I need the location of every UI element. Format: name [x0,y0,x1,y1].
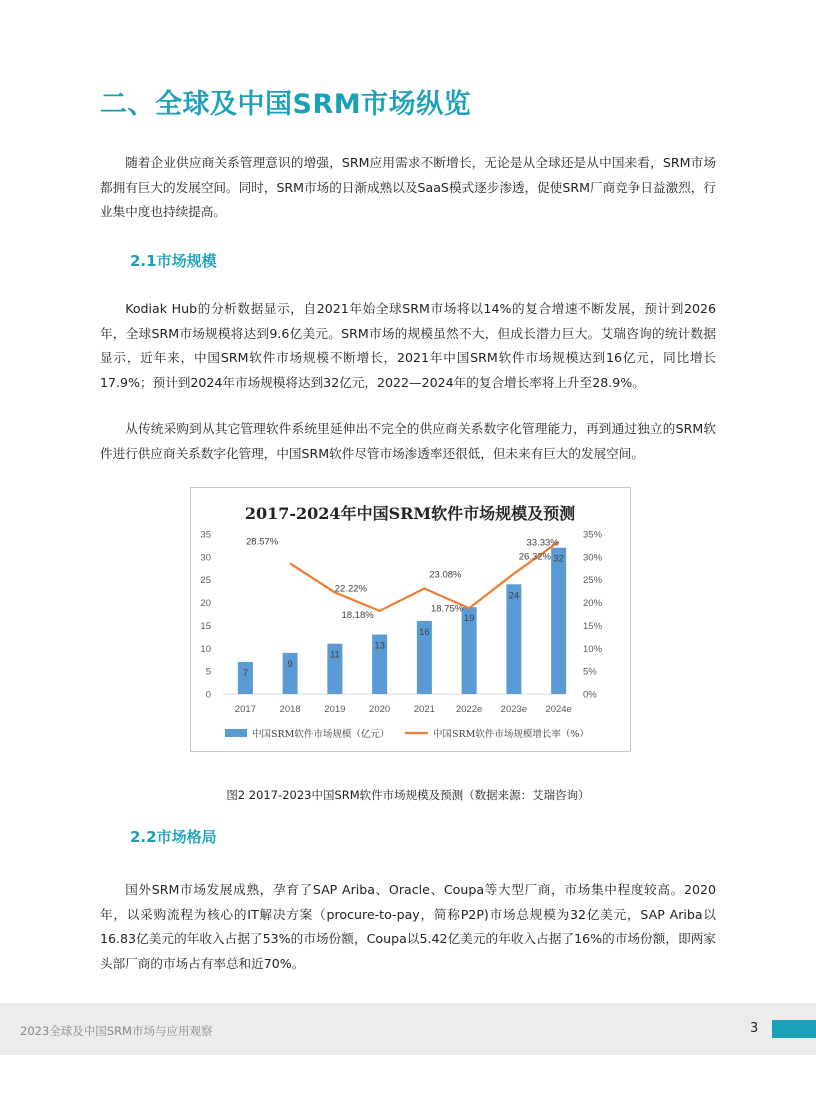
bar-2024e [551,548,566,694]
y-left-tick-label: 30 [200,552,211,564]
subheading-market-landscape: 2.2市场格局 [130,828,217,846]
market-size-text-2: 从传统采购到从其它管理软件系统里延伸出不完全的供应商关系数字化管理能力，再到通过独立的SRM软件进行供应商关系数字化管理，中国SRM软件尽管市场渗透率还很低，但未来有巨大的发展空间。 [100,421,716,461]
legend-bar-label: 中国SRM软件市场规模（亿元） [252,729,390,740]
page-number: 3 [750,1021,759,1036]
y-left-tick-label: 5 [205,666,211,678]
y-right-tick-label: 5% [583,666,597,678]
bar-value-label: 32 [553,553,564,565]
y-right-tick-label: 15% [583,620,603,632]
y-right-tick-label: 25% [583,575,603,587]
y-right-tick-label: 20% [583,598,603,610]
x-tick-label: 2022e [455,704,483,715]
y-left-tick-label: 10 [200,643,211,655]
bar-value-label: 13 [374,640,385,652]
y-left-tick-label: 25 [200,575,211,587]
x-tick-label: 2021 [413,704,435,715]
x-tick-label: 2020 [369,704,391,715]
x-tick-label: 2023e [500,704,528,715]
legend-bar-swatch [225,729,247,737]
x-tick-label: 2017 [234,704,256,715]
footer-title: 2023全球及中国SRM市场与应用观察 [20,1024,213,1038]
bar-value-label: 7 [242,668,249,679]
subheading-market-size: 2.1市场规模 [130,252,217,270]
y-right-tick-label: 35% [583,529,603,541]
market-size-paragraph-2 [100,417,716,466]
y-right-tick-label: 30% [583,552,603,564]
x-tick-label: 2019 [324,704,346,715]
section-heading: 二、全球及中国SRM市场纵览 [100,89,472,120]
intro-paragraph [100,151,716,225]
y-left-tick-label: 20 [200,598,211,610]
market-landscape-paragraph [100,878,716,976]
chart-title: 2017-2024年中国SRM软件市场规模及预测 [244,504,576,523]
bar-value-label: 16 [419,626,430,638]
market-size-chart [190,487,631,752]
legend-line-label: 中国SRM软件市场规模增长率（%） [433,729,589,740]
growth-rate-label: 22.22% [334,583,367,595]
figure-caption: 图2 2017-2023中国SRM软件市场规模及预测（数据来源：艾瑞咨询） [226,788,590,802]
market-size-text-1: Kodiak Hub的分析数据显示，自2021年始全球SRM市场将以14%的复合增速不断发展，预计到2026年，全球SRM市场规模将达到9.6亿美元。SRM市场的规模虽然不大，但成长潜力巨大。艾瑞咨询的统计数据显示，近年来，中国SRM软件市场规模不断增长，2021年中国SRM软件市场规模达到16亿元，同比增长17.9%；预计到2024年市场规模将达到32亿元，2022—2024年的复合增长率将上升至28.9%。 [100,301,716,390]
market-landscape-text: 国外SRM市场发展成熟，孕育了SAP Ariba、Oracle、Coupa等大型厂商，市场集中程度较高。2020年，以采购流程为核心的IT解决方案（procure-to-pay，简称P2P)市场总规模为32亿美元，SAP Ariba以16.83亿美元的年收入占据了53%的市场份额，Coupa以5.42亿美元的年收入占据了16%的市场份额，即两家头部厂商的市场占有率总和近70%。 [100,882,716,971]
growth-rate-label: 18.75% [431,603,464,615]
growth-rate-label: 26.32% [518,551,551,563]
y-right-tick-label: 10% [583,643,603,655]
x-tick-label: 2018 [279,704,301,715]
bar-value-label: 19 [463,613,475,625]
market-size-paragraph-1 [100,297,716,395]
growth-rate-label: 33.33% [526,537,559,549]
intro-text: 随着企业供应商关系管理意识的增强，SRM应用需求不断增长，无论是从全球还是从中国来看，SRM市场都拥有巨大的发展空间。同时，SRM市场的日渐成熟以及SaaS模式逐步渗透，促使SRM厂商竞争日益激烈，行业集中度也持续提高。 [100,155,716,219]
footer-accent-bar [772,1020,816,1038]
y-left-tick-label: 0 [205,689,211,701]
growth-rate-label: 18.18% [341,609,374,621]
bar-value-label: 11 [329,649,340,661]
bar-value-label: 9 [287,658,293,670]
x-tick-label: 2024e [545,704,572,715]
y-left-tick-label: 15 [200,620,211,632]
growth-rate-label: 28.57% [246,536,279,548]
growth-rate-label: 23.08% [429,569,462,581]
bar-value-label: 24 [508,590,520,602]
y-right-tick-label: 0% [583,689,597,701]
chart-svg [191,488,630,751]
y-left-tick-label: 35 [200,529,211,541]
page-footer [0,1003,816,1055]
